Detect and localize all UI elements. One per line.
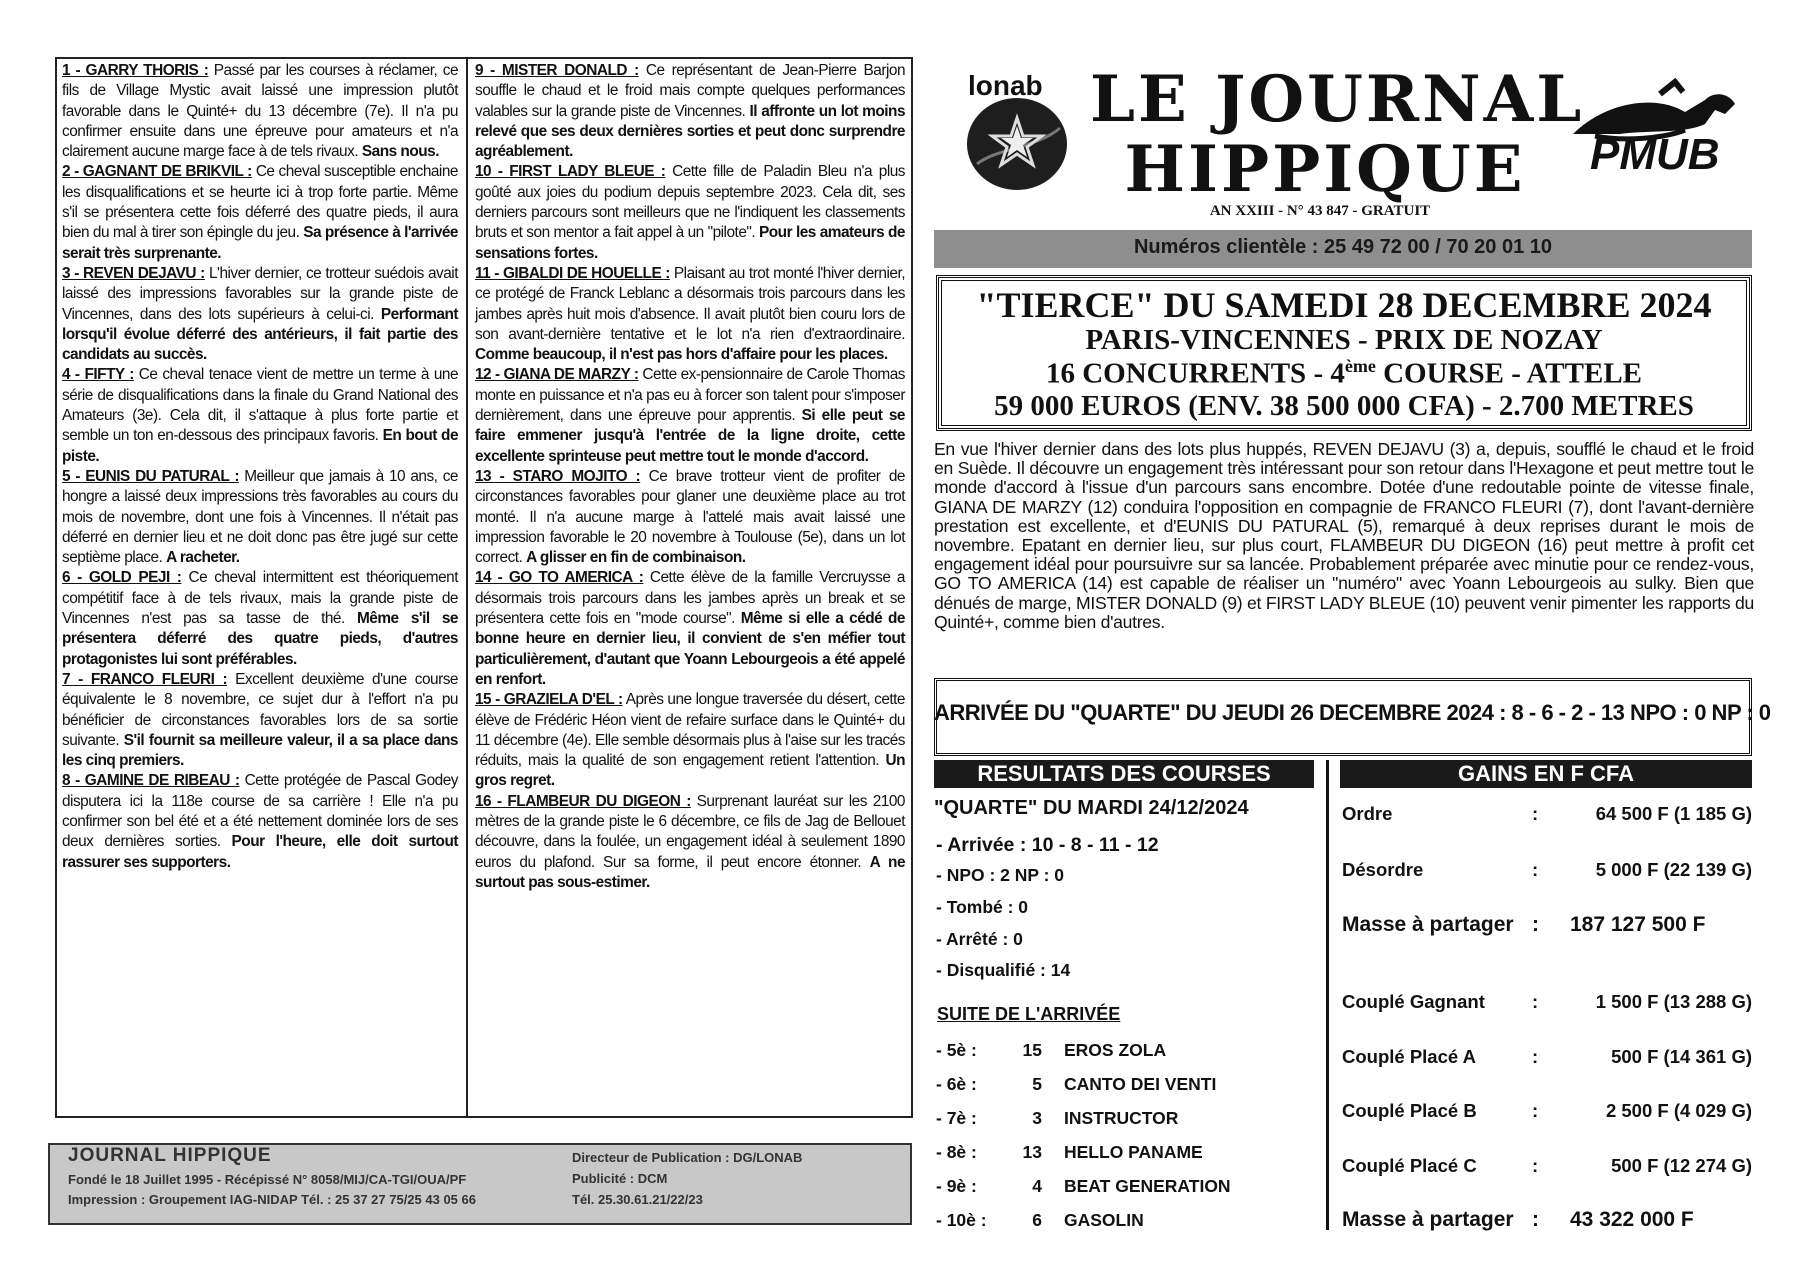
gain-row: Masse à partager : 187 127 500 F <box>1342 913 1754 937</box>
horse-verdict: Comme beaucoup, il n'est pas hors d'affaire pour les places. <box>475 346 888 364</box>
race-details <box>936 356 1752 391</box>
gain-value: 187 127 500 F <box>1570 913 1706 936</box>
result-line: - Arrivée : 10 - 8 - 11 - 12 <box>936 834 1159 856</box>
horse-text: Cette élève de la famille Vercruysse a désormais trois parcours dans les jambes après un break et se présentera cette fois en "mode course". <box>475 569 905 628</box>
placing-name: HELLO PANAME <box>1064 1142 1203 1162</box>
gain-row: Masse à partager : 43 322 000 F <box>1342 1208 1754 1232</box>
client-numbers: Numéros clientèle : 25 49 72 00 / 70 20 01 10 <box>1133 236 1553 258</box>
gains-header: GAINS EN F CFA <box>1340 760 1752 788</box>
gain-label: Couplé Placé A <box>1342 1046 1476 1067</box>
placing-num: 15 <box>1022 1040 1042 1060</box>
placing-name: GASOLIN <box>1064 1210 1144 1230</box>
edition-info: AN XXIII - N° 43 847 - GRATUIT <box>1209 203 1431 219</box>
result-line: - Arrêté : 0 <box>936 929 1023 949</box>
commentary-column-left <box>62 61 458 873</box>
footer-line: Fondé le 18 Juillet 1995 - Récépissé N° 8058/MIJ/CA-TGI/OUA/PF <box>68 1172 467 1187</box>
horse-text: Meilleur que jamais à 10 ans, ce hongre a laissé deux impressions très favorables au cours du mois de novembre, dont une fois à Vincennes. Il n'était pas déferré en dernier lieu et ne doit donc pas être jugé sur cette septième place. <box>62 467 458 567</box>
gain-label: Masse à partager <box>1342 1208 1514 1231</box>
gain-value: 1 500 F (13 288 G) <box>1595 991 1752 1012</box>
horse-text: Ce cheval intermittent est théoriquement compétitif face à de tels rivaux, mais la grande piste de Vincennes n'est pas sa tasse de thé. <box>62 569 458 628</box>
placing-pos: - 6è : <box>936 1074 977 1094</box>
footer-line: Publicité : DCM <box>572 1171 668 1186</box>
commentary-column-right <box>475 61 905 893</box>
arrivee-banner: ARRIVÉE DU "QUARTE" DU JEUDI 26 DECEMBRE 2024 : 8 - 6 - 2 - 13 NPO : 0 NP : 0 <box>934 700 1771 725</box>
horse-verdict: Un gros regret. <box>475 752 905 790</box>
horse-name: 4 - FIFTY : <box>62 366 134 384</box>
horse-name: 8 - GAMINE DE RIBEAU : <box>62 772 240 790</box>
horse-entry <box>62 670 458 771</box>
horse-entry <box>62 264 458 365</box>
footer-title: JOURNAL HIPPIQUE <box>68 1145 272 1166</box>
horse-text: Ce représentant de Jean-Pierre Barjon souffle le chaud et le froid mais compte quelques performances valables sur la grande piste de Vincennes. <box>475 62 905 120</box>
gain-label: Masse à partager <box>1342 913 1514 936</box>
horse-text: Ce cheval tenace vient de mettre un terme à une série de disqualifications dans la finale du Grand National des Amateurs (3e). Cela dit, il s'attaque à plus forte partie et semble un ton en-dessous des principaux favoris. <box>62 366 459 445</box>
horse-verdict: Sa présence à l'arrivée serait très surprenante. <box>62 224 458 262</box>
pmub-wordmark: PMUB <box>1590 130 1720 179</box>
horse-entry <box>62 365 458 466</box>
horse-name: 10 - FIRST LADY BLEUE : <box>475 163 666 181</box>
placing-pos: - 8è : <box>936 1142 977 1162</box>
gain-value: 64 500 F (1 185 G) <box>1595 803 1752 824</box>
horse-text: Plaisant au trot monté l'hiver dernier, ce protégé de Franck Leblanc a désormais trois parcours dans les jambes après huit mois d'absence. Il avait plutôt bien couru lors de son avant-dernière tentative et le lot n'a rien d'extraordinaire. <box>475 264 906 343</box>
horse-entry <box>475 792 905 893</box>
result-line: - Tombé : 0 <box>936 897 1029 917</box>
quarte-title: "QUARTE" DU MARDI 24/12/2024 <box>934 797 1249 819</box>
horse-entry <box>62 568 458 669</box>
gain-row: Ordre : 64 500 F (1 185 G) <box>1342 803 1752 824</box>
horse-entry <box>475 467 905 568</box>
race-details-b: COURSE - ATTELE <box>1375 357 1643 390</box>
pronostic-paragraph: En vue l'hiver dernier dans des lots plus huppés, REVEN DEJAVU (3) a, depuis, soufflé le chaud et le froid en Suède. Il découvre un engagement très intéressant pour son retour dans l'Hexagone et peut mettre tout le monde d'accord à l'issue d'un parcours sans encombre. Dotée d'une redoutable pointe de vitesse finale, GIANA DE MARZY (12) conduira l'opposition en compagnie de FRANCO FLEURI (7), dont l'avant-dernière prestation est excellente, et d'EUNIS DU PATURAL (5), remarqué à deux reprises durant le mois de novembre. Epatant en dernier lieu, sur plus court, FLAMBEUR DU DIGEON (16) peut mettre à profit cet engagement idéal pour poursuivre sur sa lancée. Probablement préparée avec minutie pour ce rendez-vous, GO TO AMERICA (14) est capable de réaliser un "numéro" avec Yoann Lebourgeois au sulky. Bien que dénués de marge, MISTER DONALD (9) et FIRST LADY BLEUE (10) peuvent venir pimenter les rapports du Quinté+, comme bien d'autres. <box>934 439 1754 632</box>
horse-name: 1 - GARRY THORIS : <box>62 62 209 79</box>
placing-row <box>936 1040 1166 1061</box>
horse-name: 9 - MISTER DONALD : <box>475 62 639 79</box>
horse-entry <box>475 61 905 162</box>
horse-verdict: A ne surtout pas sous-estimer. <box>475 853 906 891</box>
placing-name: INSTRUCTOR <box>1064 1108 1179 1128</box>
result-line: - NPO : 2 NP : 0 <box>936 865 1065 885</box>
placing-pos: - 9è : <box>936 1176 977 1196</box>
horse-verdict: Si elle peut se faire emmener jusqu'à l'entrée de la ligne droite, cette excellente sprinteuse peut mettre tout le monde d'accord. <box>475 407 905 465</box>
lonab-wordmark: lonab <box>968 70 1043 101</box>
race-details-sup: ème <box>1344 356 1376 376</box>
horse-name: 5 - EUNIS DU PATURAL : <box>62 467 239 485</box>
horse-text: Passé par les courses à réclamer, ce fils de Village Mystic avait laissé une impression plutôt favorable dans le Quinté+ du 13 décembre (7e). Il n'a pu confirmer ensuite dans une épreuve pour amateurs et n'a clairement aucune marge face à de tels rivaux. <box>62 62 458 161</box>
gain-value: 5 000 F (22 139 G) <box>1595 859 1752 880</box>
gain-row: Couplé Gagnant : 1 500 F (13 288 G) <box>1342 991 1752 1012</box>
gain-value: 43 322 000 F <box>1570 1208 1694 1231</box>
gain-label: Ordre <box>1342 803 1393 824</box>
placing-pos: - 7è : <box>936 1108 977 1128</box>
horse-name: 11 - GIBALDI DE HOUELLE : <box>475 264 670 282</box>
placing-row <box>936 1074 1216 1095</box>
race-title: "TIERCE" DU SAMEDI 28 DECEMBRE 2024 <box>976 285 1712 325</box>
horse-verdict: A glisser en fin de combinaison. <box>526 549 746 567</box>
column-divider <box>466 57 468 1118</box>
horse-verdict: Pour les amateurs de sensations fortes. <box>475 224 905 262</box>
gain-row: Désordre : 5 000 F (22 139 G) <box>1342 859 1752 880</box>
gain-label: Désordre <box>1342 859 1424 880</box>
horse-entry <box>475 365 905 466</box>
race-venue: PARIS-VINCENNES - PRIX DE NOZAY <box>1085 324 1603 356</box>
placing-num: 5 <box>1032 1074 1042 1094</box>
newspaper-title-line1: LE JOURNAL <box>1090 62 1585 137</box>
horse-verdict: Performant lorsqu'il évolue déferré des antérieurs, il fait partie des candidats au succès. <box>62 305 458 364</box>
race-purse: 59 000 EUROS (ENV. 38 500 000 CFA) - 2.700 METRES <box>994 390 1694 422</box>
horse-text: Après une longue traversée du désert, cette élève de Frédéric Héon vient de refaire surface dans le Quinté+ du 11 décembre (4e). Elle semble désormais plus à l'aise sur les tracés réduits, mais la qualité de son engagement retient l'attention. <box>475 691 905 770</box>
gain-row: Couplé Placé A : 500 F (14 361 G) <box>1342 1046 1752 1067</box>
placing-pos: - 5è : <box>936 1040 977 1060</box>
placing-name: EROS ZOLA <box>1064 1040 1167 1060</box>
horse-verdict: Pour l'heure, elle doit surtout rassurer ses supporters. <box>62 833 458 871</box>
horse-verdict: Même si elle a cédé de bonne heure en dernier lieu, il convient de s'en méfier tout particulièrement, d'autant que Yoann Lebourgeois a été appelé en renfort. <box>475 610 905 688</box>
horse-name: 3 - REVEN DEJAVU : <box>62 264 205 282</box>
horse-text: Ce brave trotteur vient de profiter de circonstances favorables pour glaner une deuxième place au trot monté. Il n'a aucune marge à l'attelé mais avait laissé une impression favorable le 20 novembre à Toulouse (5e), dans un lot correct. <box>475 467 905 567</box>
horse-name: 6 - GOLD PEJI : <box>62 569 182 587</box>
gain-row: Couplé Placé B : 2 500 F (4 029 G) <box>1342 1100 1752 1121</box>
gain-row: Couplé Placé C : 500 F (12 274 G) <box>1342 1155 1752 1176</box>
horse-name: 7 - FRANCO FLEURI : <box>62 670 228 688</box>
horse-text: Excellent deuxième d'une course équivalente le 8 novembre, ce sujet dur à l'effort n'a pu bénéficier de circonstances favorables lors de sa sortie suivante. <box>62 670 458 749</box>
placing-row <box>936 1108 1178 1129</box>
horse-entry <box>62 162 458 263</box>
horse-entry <box>475 690 905 791</box>
placing-name: CANTO DEI VENTI <box>1064 1074 1217 1094</box>
gain-value: 500 F (14 361 G) <box>1611 1046 1752 1067</box>
horse-entry <box>475 568 905 690</box>
result-line: - Disqualifié : 14 <box>936 960 1071 980</box>
horse-verdict: A racheter. <box>166 549 240 567</box>
newspaper-title-line2: HIPPIQUE <box>1124 132 1526 207</box>
horse-verdict: Il affronte un lot moins relevé que ses deux dernières sorties et peut donc surprendre agréablement. <box>475 102 905 161</box>
suite-title: SUITE DE L'ARRIVÉE <box>937 1004 1121 1024</box>
placing-num: 6 <box>1032 1210 1042 1230</box>
horse-text: Cette ex-pensionnaire de Carole Thomas monte en puissance et n'a pas eu à forcer son talent pour s'imposer dernièrement, dans une épreuve pour apprentis. <box>475 366 905 425</box>
gain-label: Couplé Placé B <box>1342 1100 1477 1121</box>
footer-line: Directeur de Publication : DG/LONAB <box>572 1150 803 1165</box>
results-header: RESULTATS DES COURSES <box>934 760 1314 788</box>
footer-line: Impression : Groupement IAG-NIDAP Tél. : 25 37 27 75/25 43 05 66 <box>68 1192 476 1207</box>
horse-text: Ce cheval susceptible enchaine les disqualifications et se heurte ici à trop forte partie. Même s'il se présentera cette fois déferré des quatre pieds, il aura bien du mal à tirer son épingle du jeu. <box>62 163 458 242</box>
horse-text: Cette protégée de Pascal Godey disputera ici la 118e course de sa carrière ! Elle n'a pu confirmer son bel été et a été nettement dominée lors de ses deux dernières sorties. <box>62 772 458 851</box>
placing-pos: - 10è : <box>936 1210 987 1230</box>
results-divider <box>1326 760 1329 1230</box>
horse-verdict: S'il fournit sa meilleure valeur, il a sa place dans les cinq premiers. <box>62 731 458 770</box>
placing-row <box>936 1176 1231 1197</box>
race-details-a: 16 CONCURRENTS - 4 <box>1045 357 1345 390</box>
placing-row <box>936 1210 1144 1231</box>
horse-text: L'hiver dernier, ce trotteur suédois avait laissé des impressions favorables sur la grande piste de Vincennes, dans des lots supérieurs à celui-ci. <box>62 264 459 323</box>
horse-entry <box>62 61 458 162</box>
horse-name: 13 - STARO MOJITO : <box>475 467 641 485</box>
placing-num: 4 <box>1032 1176 1042 1196</box>
horse-text: Surprenant lauréat sur les 2100 mètres de la grande piste le 6 décembre, ce fils de Jag de Bellouet découvre, dans la foulée, un engagement idéal à seulement 1890 euros du plafond. Sur sa forme, il peut encore étonner. <box>475 792 905 871</box>
horse-name: 16 - FLAMBEUR DU DIGEON : <box>475 792 691 810</box>
horse-verdict: En bout de piste. <box>62 427 459 465</box>
horse-entry <box>475 162 905 263</box>
gain-label: Couplé Placé C <box>1342 1155 1477 1176</box>
horse-name: 12 - GIANA DE MARZY : <box>475 366 639 384</box>
horse-verdict: Sans nous. <box>361 143 439 161</box>
horse-text: Cette fille de Paladin Bleu n'a plus goûté aux joies du podium depuis septembre 2023. Cela dit, ses derniers parcours sont meilleurs que ne l'indiquent les classements bruts et son mentor a fait appel à un "pilote". <box>475 163 905 242</box>
placing-num: 13 <box>1022 1142 1042 1162</box>
gain-value: 500 F (12 274 G) <box>1611 1155 1752 1176</box>
placing-row <box>936 1142 1203 1163</box>
horse-name: 14 - GO TO AMERICA : <box>475 569 644 587</box>
gain-label: Couplé Gagnant <box>1342 991 1485 1012</box>
horse-entry <box>62 467 458 568</box>
horse-name: 2 - GAGNANT DE BRIKVIL : <box>62 163 252 181</box>
footer-line: Tél. 25.30.61.21/22/23 <box>572 1192 703 1207</box>
placing-num: 3 <box>1032 1108 1042 1128</box>
horse-entry <box>62 771 458 872</box>
gain-value: 2 500 F (4 029 G) <box>1605 1100 1752 1121</box>
horse-verdict: Même s'il se présentera déferré des quatre pieds, d'autres protagonistes lui sont préférables. <box>62 610 458 668</box>
horse-name: 15 - GRAZIELA D'EL : <box>475 691 623 709</box>
horse-entry <box>475 264 905 365</box>
placing-name: BEAT GENERATION <box>1064 1176 1231 1196</box>
